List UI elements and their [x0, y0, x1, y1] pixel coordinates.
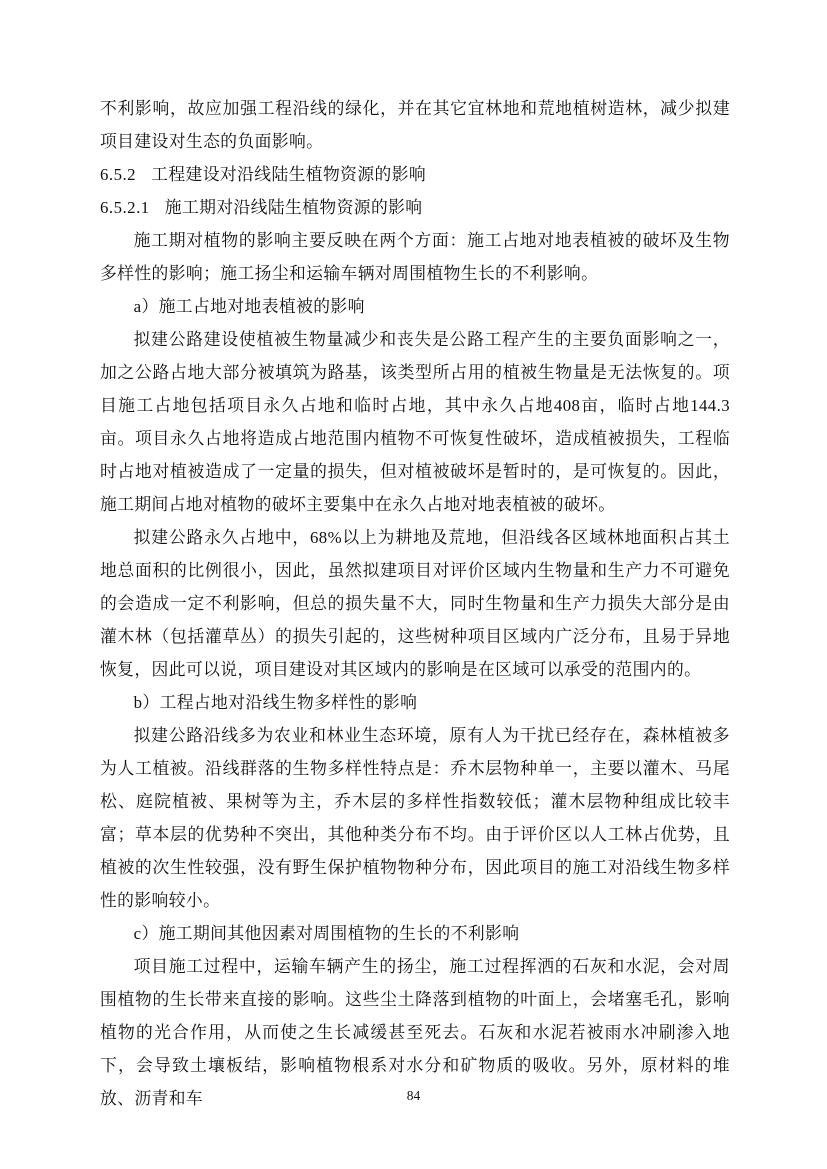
paragraph-continuation-negative-impact: 不利影响，故应加强工程沿线的绿化，并在其它宜林地和荒地植树造林，减少拟建项目建设对生态的负面影响。 [100, 99, 730, 151]
section-heading-652 [100, 158, 730, 191]
paragraph-biodiversity-characteristics: 拟建公路沿线多为农业和林业生态环境，原有人为干扰已经存在，森林植被多为人工植被。沿线群落的生物多样性特点是：乔木层物种单一，主要以灌木、马尾松、庭院植被、果树等为主，乔木层的多样性指数较低；灌木层物种组成比较丰富；草本层的优势种不突出，其他种类分布不均。由于评价区以人工林占优势，且植被的次生性较强，没有野生保护植物物种分布，因此项目的施工对沿线生物多样性的影响较小。 [100, 726, 730, 910]
section-heading-652-number: 6.5.2 [100, 165, 137, 184]
page-footer [0, 1086, 827, 1106]
page-number: 84 [406, 1088, 421, 1103]
document-body [100, 92, 730, 1115]
list-item-a-surface-vegetation: a）施工占地对地表植被的影响 [133, 297, 365, 316]
section-heading-6521-title: 施工期对沿线陆生植物资源的影响 [164, 198, 423, 217]
section-heading-6521 [100, 191, 730, 224]
paragraph-dust-lime-cement-impact: 项目施工过程中，运输车辆产生的扬尘，施工过程挥洒的石灰和水泥，会对周围植物的生长带来直接的影响。这些尘土降落到植物的叶面上，会堵塞毛孔，影响植物的光合作用，从而使之生长减缓甚至死去。石灰和水泥若被雨水冲刷渗入地下，会导致土壤板结，影响植物根系对水分和矿物质的吸收。另外，原材料的堆放、沥青和车 [100, 957, 730, 1108]
paragraph-land-occupation-biomass: 拟建公路建设使植被生物量减少和丧失是公路工程产生的主要负面影响之一，加之公路占地大部分被填筑为路基，该类型所占用的植被生物量是无法恢复的。项目施工占地包括项目永久占地和临时占地，其中永久占地408亩，临时占地144.3亩。项目永久占地将造成占地范围内植物不可恢复性破坏，造成植被损失，工程临时占地对植被造成了一定量的损失，但对植被破坏是暂时的，是可恢复的。因此，施工期间占地对植物的破坏主要集中在永久占地对地表植被的破坏。 [100, 330, 730, 514]
list-item-b-biodiversity: b）工程占地对沿线生物多样性的影响 [133, 693, 418, 712]
section-heading-6521-number: 6.5.2.1 [100, 198, 150, 217]
paragraph-construction-impact-overview: 施工期对植物的影响主要反映在两个方面：施工占地对地表植被的破坏及生物多样性的影响；施工扬尘和运输车辆对周围植物生长的不利影响。 [100, 231, 730, 283]
list-item-c-other-factors: c）施工期间其他因素对周围植物的生长的不利影响 [133, 924, 520, 943]
paragraph-permanent-land-composition: 拟建公路永久占地中，68%以上为耕地及荒地，但沿线各区域林地面积占其土地总面积的比例很小，因此，虽然拟建项目对评价区域内生物量和生产力不可避免的会造成一定不利影响，但总的损失量不大，同时生物量和生产力损失大部分是由灌木林（包括灌草丛）的损失引起的，这些树种项目区域内广泛分布，且易于异地恢复，因此可以说，项目建设对其区域内的影响是在区域可以承受的范围内的。 [100, 528, 730, 679]
section-heading-652-title: 工程建设对沿线陆生植物资源的影响 [151, 165, 427, 184]
